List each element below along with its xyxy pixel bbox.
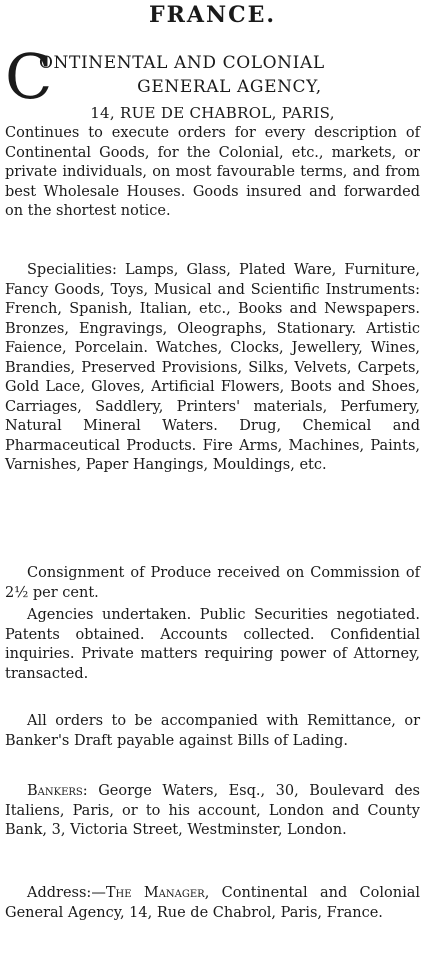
title-dropcap: C <box>5 40 53 113</box>
specialities-paragraph: Specialities: Lamps, Glass, Plated Ware, Furniture, Fancy Goods, Toys, Musical and Scientific Instruments: French, Spanish, Italian, etc., Books and Newspapers. Bronzes, Engravings, Oleographs, Stationary. Artistic Faience, Porcelain. Watches, Clocks, Jewellery, Wines, Brandies, Preserved Provisions, Silks, Velvets, Carpets, Gold Lace, Gloves, Artificial Flowers, Boots and Shoes, Carriages, Saddlery, Printers' materials, Perfumery, Natural Mineral Waters. Drug, Chemical and Pharmaceutical Products. Fire Arms, Machines, Paints, Varnishes, Paper Hangings, Mouldings, etc. <box>5 262 420 473</box>
title-line-2: GENERAL AGENCY, <box>137 77 322 97</box>
orders-text: All orders to be accompanied with Remittance, or Banker's Draft payable against Bills of Lading. <box>5 713 420 749</box>
contact-paragraph <box>5 884 420 923</box>
consignment-paragraph: Consignment of Produce received on Commission of 2½ per cent. <box>5 565 420 601</box>
bankers-paragraph <box>5 782 420 841</box>
address-manager: The Manager, <box>105 885 210 901</box>
title-line-1: ONTINENTAL AND COLONIAL <box>39 53 325 73</box>
address-label: Address:— <box>27 885 106 901</box>
agencies-paragraph: Agencies undertaken. Public Securities negotiated. Patents obtained. Accounts collected. Confidential inquiries. Private matters requiring power of Attorney, transacted. <box>5 607 420 682</box>
street-address: 14, RUE DE CHABROL, PARIS, <box>90 104 335 122</box>
bankers-label: Bankers: <box>27 783 88 799</box>
section-heading: FRANCE. <box>148 2 277 28</box>
address-text: Continental and Colonial General Agency, 14, Rue de Chabrol, Paris, France. <box>5 885 420 921</box>
intro-paragraph: Continues to execute orders for every description of Continental Goods, for the Colonial, etc., markets, or private individuals, on most favourable terms, and from best Wholesale Houses. Goods insured and forwarded on the shortest notice. <box>5 125 420 219</box>
orders-paragraph <box>5 712 420 751</box>
bankers-text: George Waters, Esq., 30, Boulevard des Italiens, Paris, or to his account, London and County Bank, 3, Victoria Street, Westminster, London. <box>5 783 420 838</box>
